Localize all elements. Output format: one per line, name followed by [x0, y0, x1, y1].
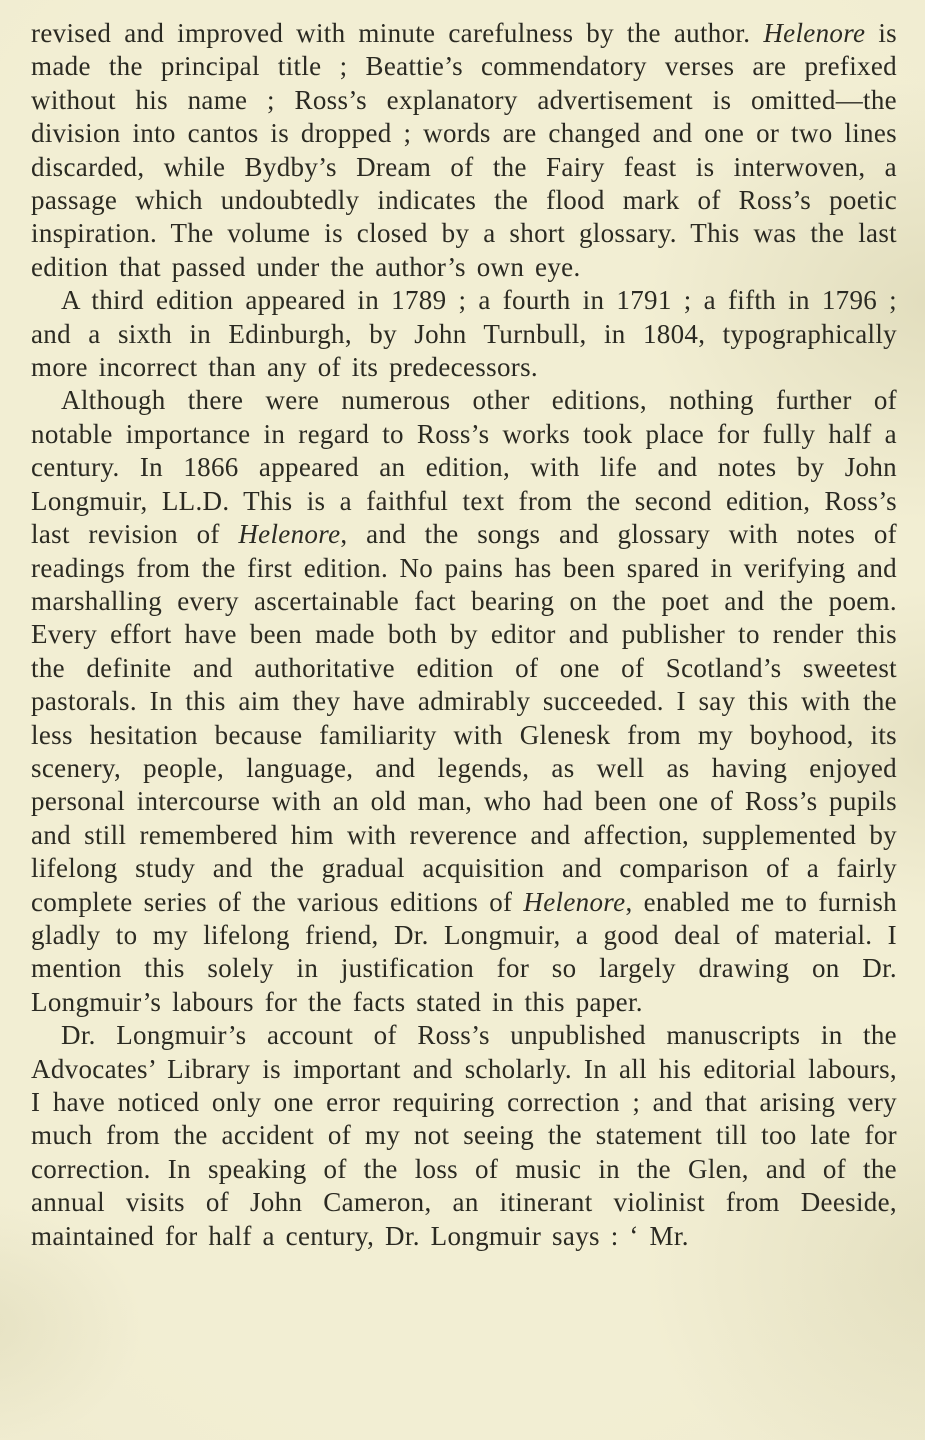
paragraph-4: [31, 1019, 897, 1253]
text-segment: , and the songs and glossary with notes of readings from the first edition. No pains has been spared in verifying and marshalling every ascertainable fact bearing on the poet and the poem. Every effort have been made both by editor and publisher to render this the definite and authoritative edition of one of Scotland’s sweetest pastorals. In this aim they have admirably succeeded. I say this with the less hesitation because familiarity with Glenesk from my boyhood, its scenery, people, language, and legends, as well as having enjoyed personal intercourse with an old man, who had been one of Ross’s pupils and still remembered him with reverence and affection, supplemented by lifelong study and the gradual acquisition and comparison of a fairly complete series of the various editions of: [31, 519, 897, 917]
book-title-italic: Helenore: [238, 519, 341, 550]
book-title-italic: Helenore: [523, 886, 626, 917]
text-segment: Although there were numerous other editions, nothing further of notable importance in regard to Ross’s works took place for fully half a century. In 1866 appeared an edition, with life and notes by John Longmuir, LL.D. This is a faithful text from the second edition, Ross’s last revision of: [31, 385, 897, 550]
book-title-italic: Helenore: [763, 18, 866, 48]
paragraph-1: [31, 17, 897, 284]
text-segment: revised and improved with minute carefulness by the author.: [31, 18, 764, 48]
text-segment: is made the principal title ; Beattie’s commendatory verses are prefixed without his name ; Ross’s explanatory advertisement is omitted—the division into cantos is dropped ; words are changed and one or two lines discarded, while Bydby’s Dream of the Fairy feast is interwoven, a passage which undoubtedly indicates the flood mark of Ross’s poetic inspiration. The volume is closed by a short glossary. This was the last edition that passed under the author’s own eye.: [31, 18, 897, 282]
paragraph-2: [31, 284, 897, 384]
text-segment: , enabled me to furnish gladly to my lifelong friend, Dr. Longmuir, a good deal of material. I mention this solely in justification for so largely drawing on Dr. Longmuir’s labours for the facts stated in this paper.: [31, 886, 897, 1017]
paragraph-3: [31, 384, 897, 1019]
text-segment: A third edition appeared in 1789 ; a fourth in 1791 ; a fifth in 1796 ; and a sixth in Edinburgh, by John Turnbull, in 1804, typographically more incorrect than any of its predecessors.: [31, 285, 897, 383]
text-segment: Dr. Longmuir’s account of Ross’s unpublished manuscripts in the Advocates’ Library is important and scholarly. In all his editorial labours, I have noticed only one error requiring correction ; and that arising very much from the accident of my not seeing the statement till too late for correction. In speaking of the loss of music in the Glen, and of the annual visits of John Cameron, an itinerant violinist from Deeside, maintained for half a century, Dr. Longmuir says : ‘ Mr.: [31, 1020, 897, 1251]
